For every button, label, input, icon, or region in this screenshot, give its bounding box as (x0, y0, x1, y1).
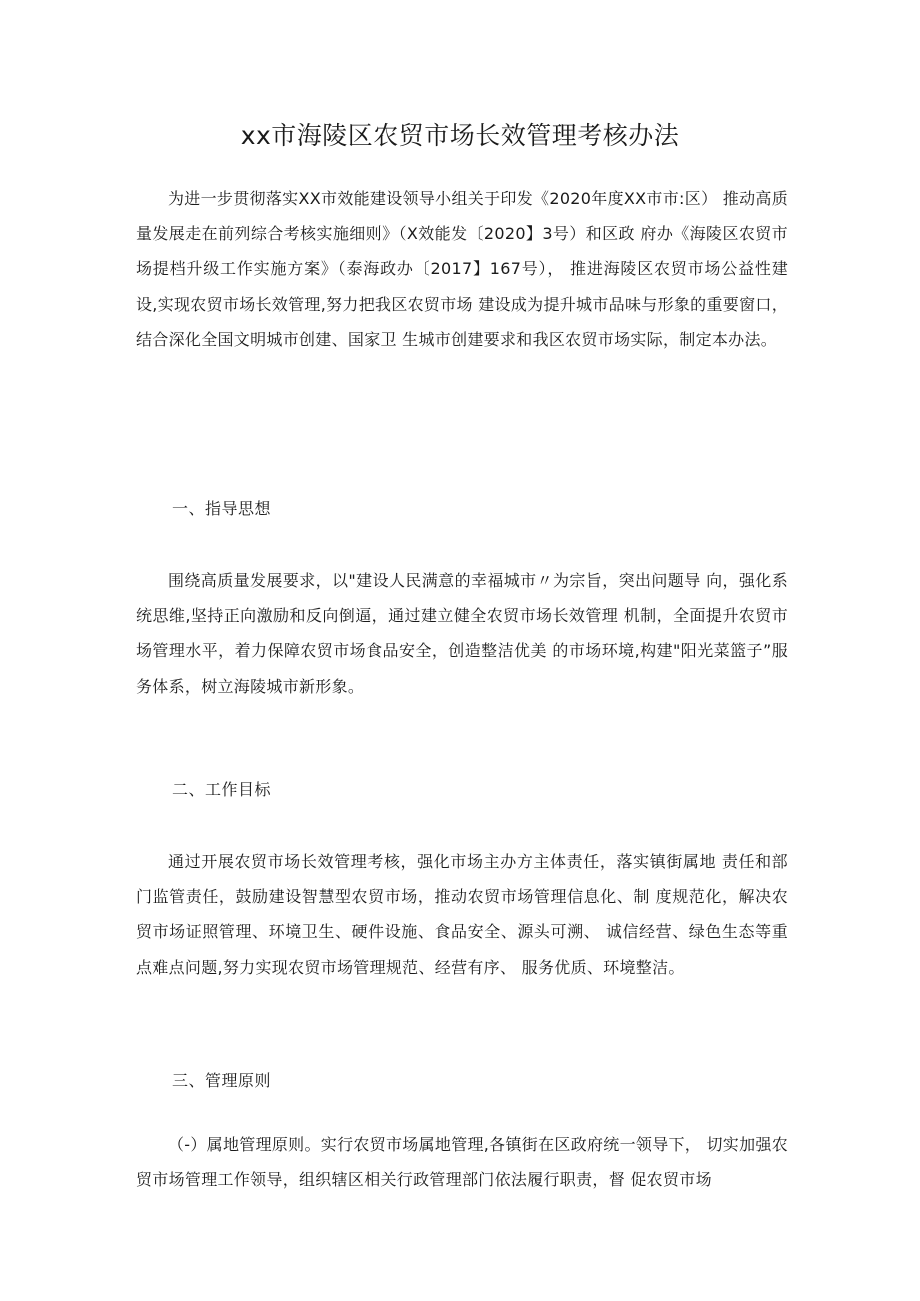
section-heading-guiding-ideology: 一、指导思想 (172, 499, 272, 518)
section-body-management-principles: （-）属地管理原则。实行农贸市场属地管理,各镇街在区政府统一领导下， 切实加强农贸市场管理工作领导，组织辖区相关行政管理部门依法履行职责，督 促农贸市场 (136, 1135, 788, 1190)
document-title: xx市海陵区农贸市场长效管理考核办法 (240, 121, 680, 150)
section-heading-work-goals: 二、工作目标 (172, 780, 272, 799)
section-heading-management-principles: 三、管理原则 (172, 1071, 272, 1090)
section-body-guiding-ideology: 围绕高质量发展要求，以"建设人民满意的幸福城市〃为宗旨，突出问题导 向，强化系统思维,坚持正向激励和反向倒逼，通过建立健全农贸市场长效管理 机制，全面提升农贸市场管理水平，着力保障农贸市场食品安全，创造整洁优美 的市场环境,构建"阳光菜篮子”服务体系，树立海陵城市新形象。 (136, 571, 788, 696)
intro-paragraph: 为进一步贯彻落实XX市效能建设领导小组关于印发《2020年度XX市市:区） 推动高质量发展走在前列综合考核实施细则》（X效能发〔2020】3号）和区政 府办《海陵区农贸市场提档升级工作实施方案》（泰海政办〔2017】167号）， 推进海陵区农贸市场公益性建设,实现农贸市场长效管理,努力把我区农贸市场 建设成为提升城市品味与形象的重要窗口，结合深化全国文明城市创建、国家卫 生城市创建要求和我区农贸市场实际，制定本办法。 (136, 189, 788, 349)
section-body-work-goals: 通过开展农贸市场长效管理考核，强化市场主办方主体责任，落实镇街属地 责任和部门监管责任，鼓励建设智慧型农贸市场，推动农贸市场管理信息化、制 度规范化，解决农贸市场证照管理、环境卫生、硬件设施、食品安全、源头可溯、 诚信经营、绿色生态等重点难点问题,努力实现农贸市场管理规范、经营有序、 服务优质、环境整洁。 (136, 852, 788, 977)
